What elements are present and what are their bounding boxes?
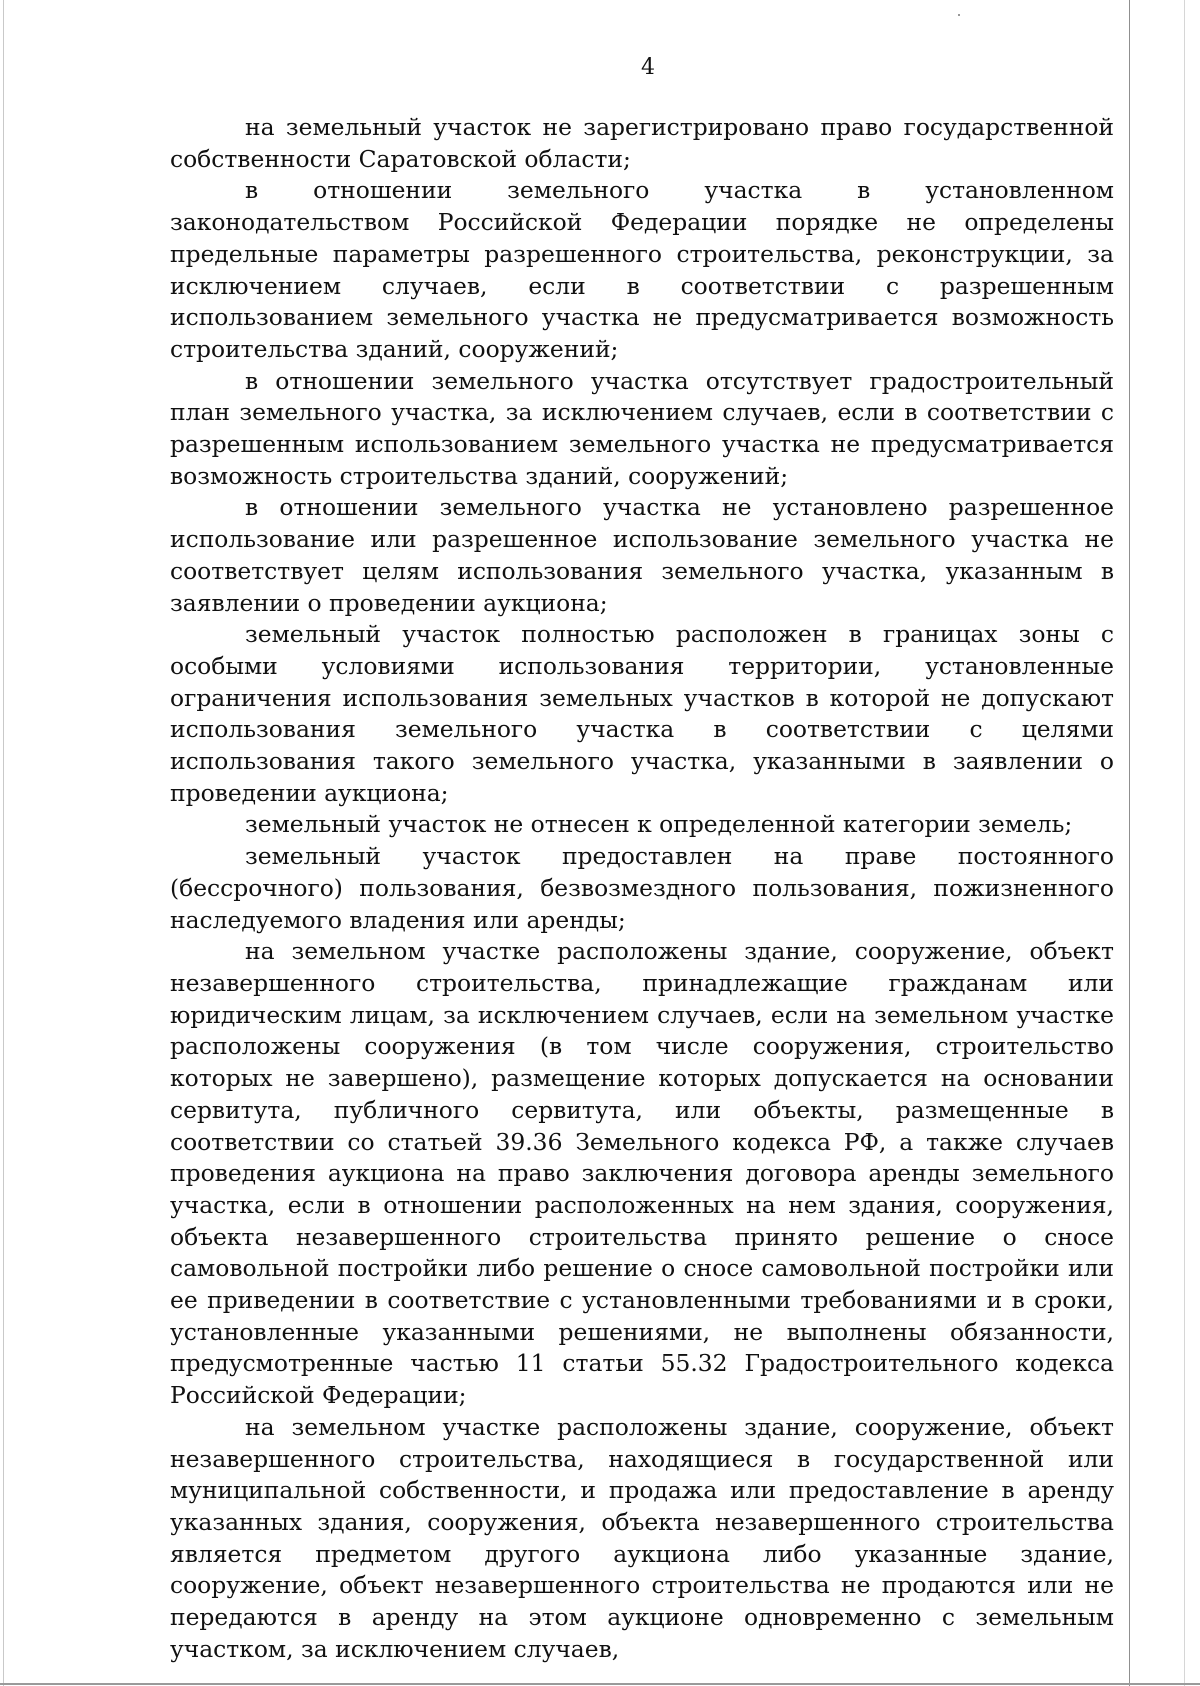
scan-outer-edge — [1184, 0, 1185, 1686]
paragraph-8: на земельном участке расположены здание, сооружение, объект незавершенного строительства, принадлежащие гражданам или юридическим лицам, за исключением случаев, если на земельном участке расположены сооружения (в том числе сооружения, строительство которых не завершено), размещение которых допускается на основании сервитута, публичного сервитута, или объекты, размещенные в соответствии со статьей 39.36 Земельного кодекса РФ, а также случаев проведения аукциона на право заключения договора аренды земельного участка, если в отношении расположенных на нем здания, сооружения, объекта незавершенного строительства принято решение о сносе самовольной постройки либо решение о сносе самовольной постройки или ее приведении в соответствие с установленными требованиями и в сроки, установленные указанными решениями, не выполнены обязанности, предусмотренные частью 11 статьи 55.32 Градостроительного кодекса Российской Федерации; — [170, 937, 1114, 1410]
scan-right-edge — [1129, 0, 1130, 1686]
paragraph-6: земельный участок не отнесен к определенной категории земель; — [245, 810, 1073, 839]
page-number: 4 — [641, 55, 655, 80]
scan-speck — [958, 14, 960, 16]
document-body — [170, 112, 1114, 1665]
paragraph-9: на земельном участке расположены здание, сооружение, объект незавершенного строительства, находящиеся в государственной или муниципальной собственности, и продажа или предоставление в аренду указанных здания, сооружения, объекта незавершенного строительства является предметом другого аукциона либо указанные здание, сооружение, объект незавершенного строительства не продаются или не передаются в аренду на этом аукционе одновременно с земельным участком, за исключением случаев, — [170, 1412, 1114, 1663]
paragraph-3: в отношении земельного участка отсутствует градостроительный план земельного участка, за исключением случаев, если в соответствии с разрешенным использованием земельного участка не предусматривается возможность строительства зданий, сооружений; — [170, 366, 1114, 490]
paragraph-7: земельный участок предоставлен на праве постоянного (бессрочного) пользования, безвозмездного пользования, пожизненного наследуемого владения или аренды; — [170, 842, 1114, 934]
scan-left-edge — [3, 0, 4, 1686]
scan-bottom-edge — [0, 1683, 1200, 1685]
paragraph-1: на земельный участок не зарегистрировано право государственной собственности Саратовской области; — [170, 113, 1114, 173]
paragraph-4: в отношении земельного участка не установлено разрешенное использование или разрешенное использование земельного участка не соответствует целям использования земельного участка, указанным в заявлении о проведении аукциона; — [170, 493, 1114, 617]
paragraph-2: в отношении земельного участка в установленном законодательством Российской Федерации порядке не определены предельные параметры разрешенного строительства, реконструкции, за исключением случаев, если в соответствии с разрешенным использованием земельного участка не предусматривается возможность строительства зданий, сооружений; — [170, 176, 1114, 363]
paragraph-5: земельный участок полностью расположен в границах зоны с особыми условиями использования территории, установленные ограничения использования земельных участков в которой не допускают использования земельного участка в соответствии с целями использования такого земельного участка, указанными в заявлении о проведении аукциона; — [170, 620, 1114, 807]
